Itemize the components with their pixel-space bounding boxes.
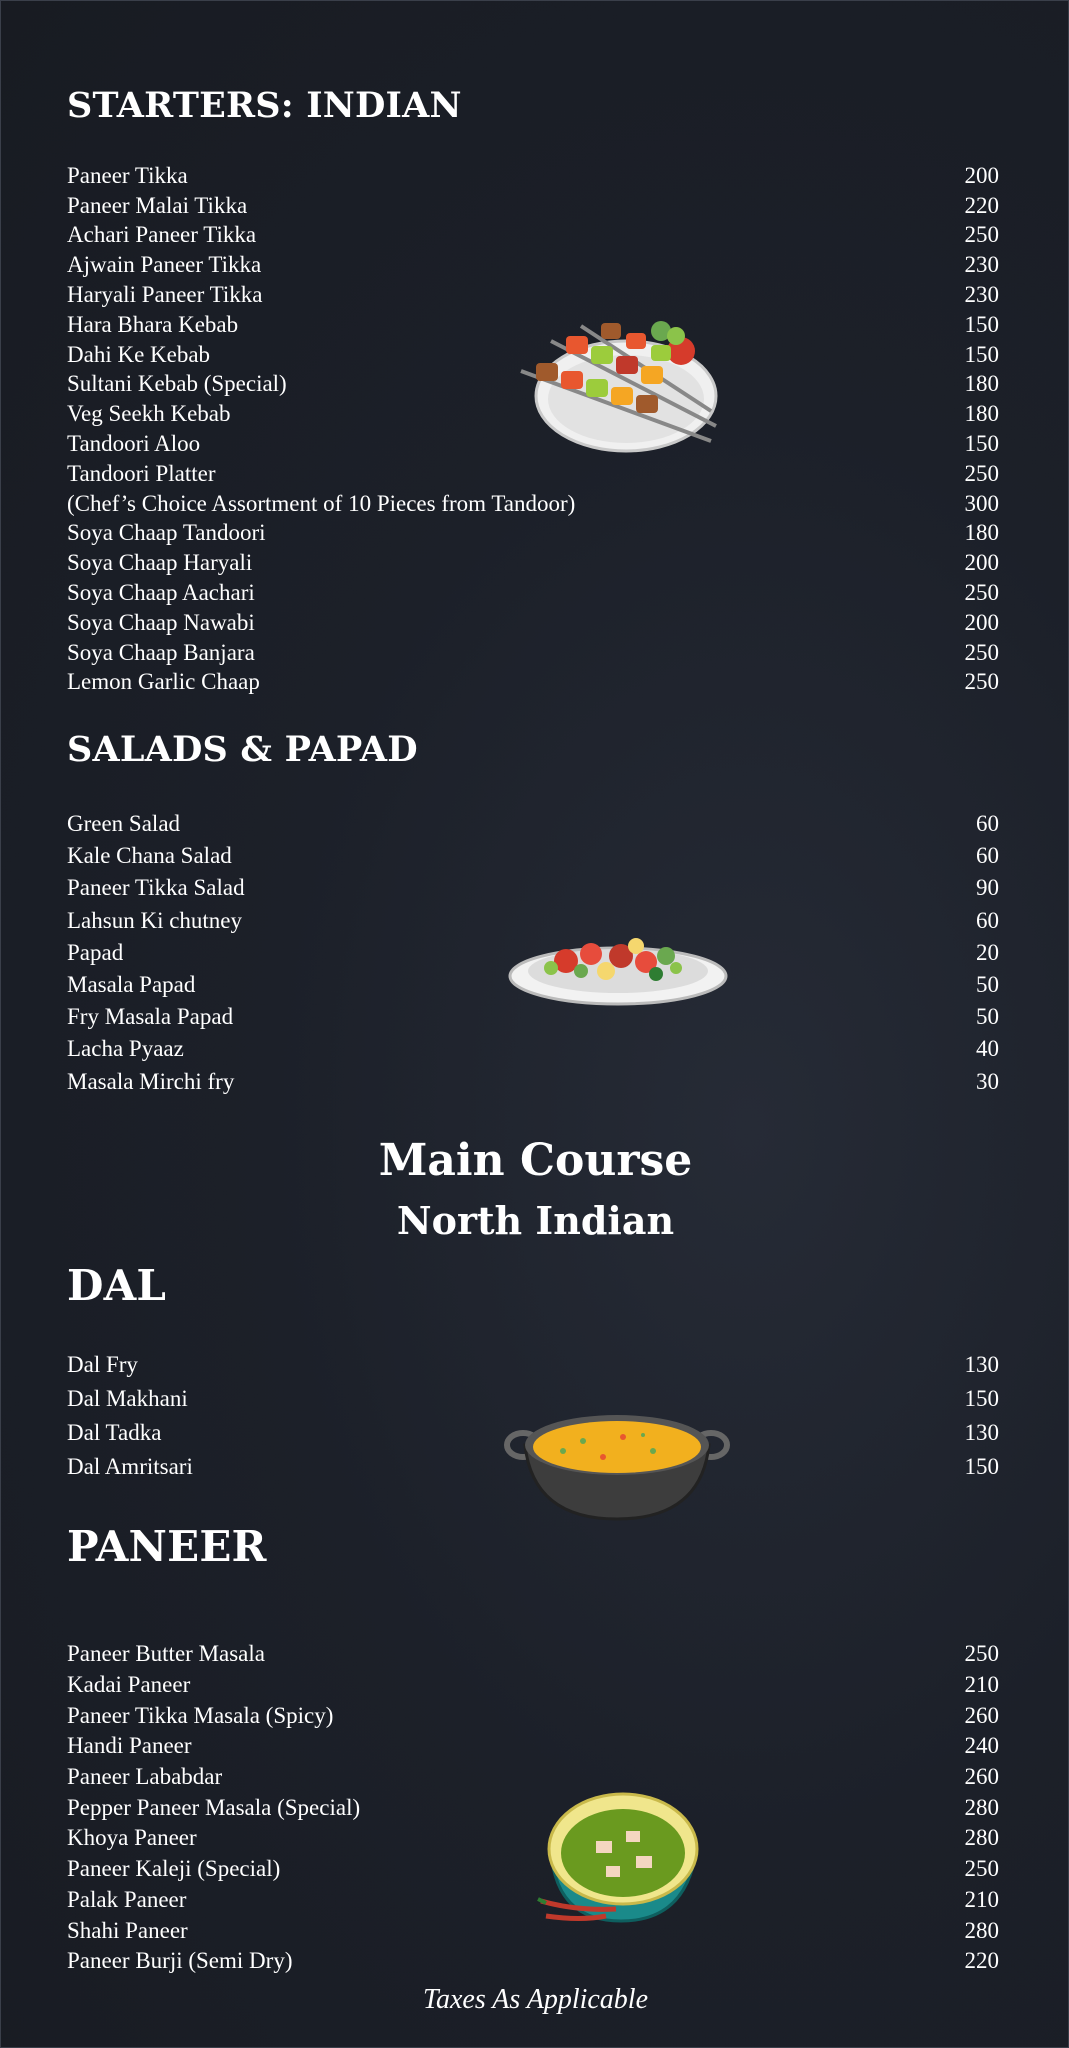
menu-item-price: 90 bbox=[976, 875, 999, 901]
menu-item-name: Kale Chana Salad bbox=[67, 843, 232, 869]
menu-item-price: 220 bbox=[964, 1948, 999, 1974]
menu-item-name: Soya Chaap Nawabi bbox=[67, 609, 255, 635]
menu-item-price: 250 bbox=[964, 639, 999, 665]
menu-item bbox=[67, 1639, 999, 1670]
menu-item-name: Khoya Paneer bbox=[67, 1825, 197, 1851]
menu-item bbox=[67, 808, 999, 840]
menu-item-price: 240 bbox=[964, 1733, 999, 1759]
menu-item-price: 60 bbox=[976, 907, 999, 933]
menu-item bbox=[67, 489, 999, 519]
menu-item-name: Green Salad bbox=[67, 811, 181, 837]
menu-item-name: Paneer Tikka Masala (Spicy) bbox=[67, 1702, 334, 1728]
menu-item-name: Soya Chaap Haryali bbox=[67, 550, 253, 576]
menu-item-name: Hara Bhara Kebab bbox=[67, 311, 239, 337]
menu-item-price: 280 bbox=[964, 1794, 999, 1820]
menu-item-name: Tandoori Platter bbox=[67, 460, 216, 486]
menu-item-name: Fry Masala Papad bbox=[67, 1004, 234, 1030]
menu-item-name: Lahsun Ki chutney bbox=[67, 907, 243, 933]
menu-item bbox=[67, 1792, 999, 1823]
menu-item-price: 180 bbox=[964, 371, 999, 397]
menu-item-price: 230 bbox=[964, 252, 999, 278]
menu-item bbox=[67, 519, 999, 549]
menu-item-price: 200 bbox=[964, 609, 999, 635]
menu-item-name: Paneer Tikka Salad bbox=[67, 875, 245, 901]
menu-item-name: Soya Chaap Aachari bbox=[67, 580, 255, 606]
section-title-starters: STARTERS: INDIAN bbox=[67, 85, 462, 126]
menu-item-name: Masala Papad bbox=[67, 972, 196, 998]
menu-item-name: Masala Mirchi fry bbox=[67, 1068, 235, 1094]
salad-plate-icon bbox=[506, 916, 731, 1011]
dal-kadai-icon bbox=[503, 1409, 731, 1524]
menu-item bbox=[67, 1348, 999, 1382]
menu-item-name: Tandoori Aloo bbox=[67, 431, 201, 457]
menu-item bbox=[67, 161, 999, 191]
menu-item-name: Pepper Paneer Masala (Special) bbox=[67, 1794, 361, 1820]
menu-item bbox=[67, 221, 999, 251]
menu-item bbox=[67, 250, 999, 280]
menu-item-price: 250 bbox=[964, 460, 999, 486]
menu-item-name: (Chef’s Choice Assortment of 10 Pieces from Tandoor) bbox=[67, 490, 576, 516]
section-title-paneer: PANEER bbox=[67, 1522, 267, 1571]
main-course-title: Main Course bbox=[378, 1135, 693, 1186]
menu-item bbox=[67, 548, 999, 578]
paneer-list bbox=[67, 1639, 999, 1977]
menu-item-name: Achari Paneer Tikka bbox=[67, 222, 257, 248]
main-course-subtitle: North Indian bbox=[396, 1198, 675, 1243]
menu-item-name: Papad bbox=[67, 939, 124, 965]
menu-item bbox=[67, 1700, 999, 1731]
menu-item-name: Sultani Kebab (Special) bbox=[67, 371, 287, 397]
section-title-dal: DAL bbox=[67, 1261, 167, 1310]
menu-item-name: Lemon Garlic Chaap bbox=[67, 669, 260, 695]
menu-item-name: Dahi Ke Kebab bbox=[67, 341, 211, 367]
menu-item-name: Dal Tadka bbox=[67, 1420, 162, 1445]
menu-item-price: 20 bbox=[976, 939, 999, 965]
menu-item-price: 180 bbox=[964, 401, 999, 427]
menu-item-price: 50 bbox=[976, 972, 999, 998]
menu-item-price: 210 bbox=[964, 1886, 999, 1912]
menu-item bbox=[67, 1823, 999, 1854]
menu-item-name: Paneer Malai Tikka bbox=[67, 192, 248, 218]
menu-item-name: Veg Seekh Kebab bbox=[67, 401, 231, 427]
menu-item-price: 210 bbox=[964, 1672, 999, 1698]
menu-item bbox=[67, 668, 999, 698]
menu-item bbox=[67, 872, 999, 904]
menu-item-price: 250 bbox=[964, 1641, 999, 1667]
menu-item-price: 250 bbox=[964, 1856, 999, 1882]
section-title-salads: SALADS & PAPAD bbox=[67, 729, 418, 770]
kebab-skewers-plate-icon bbox=[511, 301, 726, 461]
menu-item bbox=[67, 1033, 999, 1065]
menu-item-name: Dal Makhani bbox=[67, 1386, 188, 1411]
menu-item-price: 180 bbox=[964, 520, 999, 546]
menu-item-name: Handi Paneer bbox=[67, 1733, 192, 1759]
menu-item-price: 150 bbox=[964, 1454, 999, 1479]
menu-item bbox=[67, 1885, 999, 1916]
menu-item-price: 250 bbox=[964, 580, 999, 606]
menu-item-name: Ajwain Paneer Tikka bbox=[67, 252, 262, 278]
menu-item-price: 150 bbox=[964, 1386, 999, 1411]
menu-item bbox=[67, 1066, 999, 1098]
menu-item bbox=[67, 608, 999, 638]
menu-item-name: Paneer Kaleji (Special) bbox=[67, 1856, 281, 1882]
menu-item-price: 150 bbox=[964, 341, 999, 367]
menu-item bbox=[67, 1762, 999, 1793]
menu-item-price: 280 bbox=[964, 1825, 999, 1851]
menu-item-price: 280 bbox=[964, 1917, 999, 1943]
menu-item bbox=[67, 1731, 999, 1762]
menu-item-name: Soya Chaap Banjara bbox=[67, 639, 255, 665]
menu-item-price: 200 bbox=[964, 550, 999, 576]
menu-item bbox=[67, 578, 999, 608]
menu-item bbox=[67, 638, 999, 668]
menu-item-price: 230 bbox=[964, 282, 999, 308]
menu-item-price: 260 bbox=[964, 1764, 999, 1790]
menu-item-name: Haryali Paneer Tikka bbox=[67, 282, 263, 308]
menu-item-name: Soya Chaap Tandoori bbox=[67, 520, 266, 546]
menu-item-price: 220 bbox=[964, 192, 999, 218]
menu-item-price: 60 bbox=[976, 811, 999, 837]
menu-item-name: Shahi Paneer bbox=[67, 1917, 188, 1943]
menu-item-price: 60 bbox=[976, 843, 999, 869]
menu-item-price: 150 bbox=[964, 311, 999, 337]
palak-paneer-bowl-icon bbox=[536, 1791, 701, 1941]
menu-item-price: 130 bbox=[964, 1420, 999, 1445]
menu-item-name: Paneer Burji (Semi Dry) bbox=[67, 1948, 293, 1974]
menu-item-name: Lacha Pyaaz bbox=[67, 1036, 184, 1062]
menu-item-name: Dal Fry bbox=[67, 1352, 138, 1377]
menu-item bbox=[67, 1946, 999, 1977]
taxes-note: Taxes As Applicable bbox=[422, 1984, 649, 2015]
menu-item-price: 250 bbox=[964, 669, 999, 695]
menu-item-price: 50 bbox=[976, 1004, 999, 1030]
menu-item-price: 260 bbox=[964, 1702, 999, 1728]
menu-item bbox=[67, 459, 999, 489]
menu-item-name: Palak Paneer bbox=[67, 1886, 187, 1912]
menu-item bbox=[67, 1854, 999, 1885]
menu-item-name: Kadai Paneer bbox=[67, 1672, 191, 1698]
menu-item-price: 200 bbox=[964, 162, 999, 188]
menu-item bbox=[67, 1670, 999, 1701]
menu-item-name: Dal Amritsari bbox=[67, 1454, 193, 1479]
menu-item bbox=[67, 191, 999, 221]
menu-item-price: 130 bbox=[964, 1352, 999, 1377]
menu-item-name: Paneer Tikka bbox=[67, 162, 188, 188]
menu-item-price: 250 bbox=[964, 222, 999, 248]
menu-item-price: 150 bbox=[964, 431, 999, 457]
menu-item-name: Paneer Butter Masala bbox=[67, 1641, 265, 1667]
menu-item-price: 30 bbox=[976, 1068, 999, 1094]
menu-item bbox=[67, 1915, 999, 1946]
menu-item-name: Paneer Lababdar bbox=[67, 1764, 223, 1790]
menu-item-price: 40 bbox=[976, 1036, 999, 1062]
menu-item-price: 300 bbox=[964, 490, 999, 516]
menu-item bbox=[67, 840, 999, 872]
